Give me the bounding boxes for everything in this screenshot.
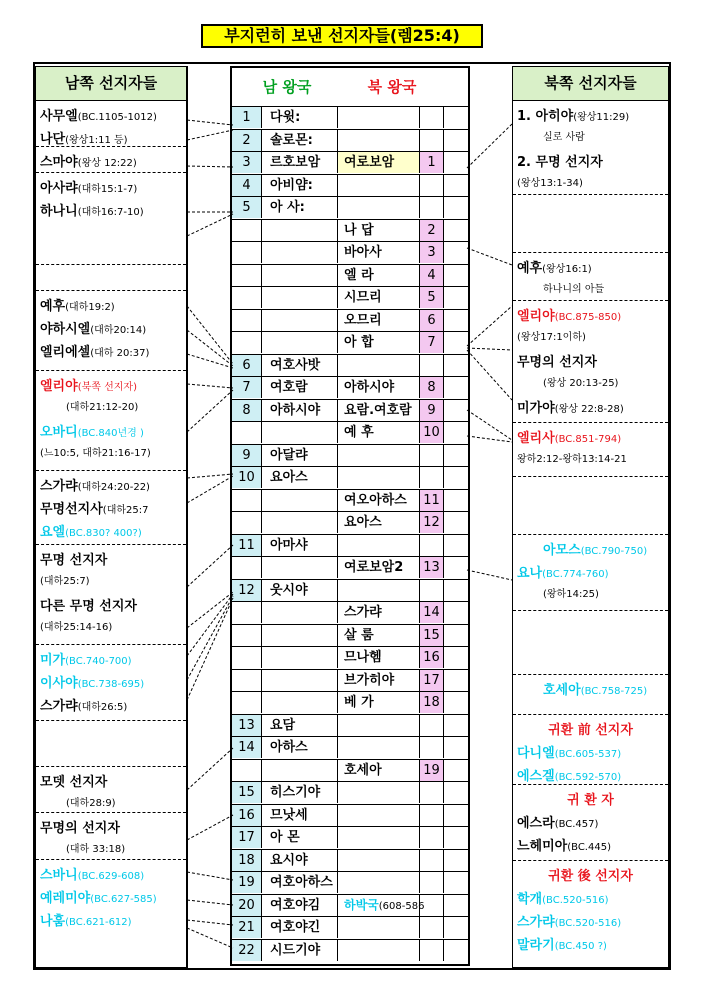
south-king-name: 솔로몬: [262,130,338,151]
north-king-name: 예 후 [338,422,420,443]
south-king-name: 아마샤 [262,535,338,556]
north-king-name: 요람.여호람 [338,400,420,421]
north-king-name: 스가랴 [338,602,420,623]
prophet-name: 스바니 [40,868,78,883]
prophet-name: 엘리야 [517,309,555,324]
south-king-number: 5 [232,197,262,218]
prophet-note: (대하 20:37) [90,348,150,359]
south-king-number: 14 [232,737,262,758]
prophet-name: 미가야 [517,401,555,416]
prophet-name: 스가랴 [40,479,78,494]
prophet-name: 느헤미아 [517,839,568,854]
prophet-name: 무명 선지자 [40,553,108,568]
prophet-note: (대하28:9) [66,798,116,809]
prophet-name: 스가랴 [517,915,555,930]
prophet-note: (느10:5, 대하21:16-17) [40,448,151,459]
north-king-name: 살 룸 [338,625,420,646]
north-king-number: 6 [420,310,444,331]
prophet-name: 모뎃 선지자 [40,775,108,790]
south-king-name: 요아스 [262,467,338,488]
north-king-name: 브가히야 [338,670,420,691]
prophet-name: 스마야 [40,155,78,170]
south-king-number: 2 [232,130,262,151]
prophet-note: (대하25:7) [40,576,90,587]
north-king-number: 4 [420,265,444,286]
prophet-name: 오바디 [40,425,78,440]
prophet-note: (대하21:12-20) [66,402,139,413]
prophet-name: 다니엘 [517,746,555,761]
north-king-name: 여로보암 [338,152,420,173]
prophet-note: (BC.774-760) [542,569,609,580]
north-king-name: 여오아하스 [338,490,420,511]
prophet-note: (BC.520-516) [554,918,622,929]
south-king-number: 16 [232,805,262,826]
prophet-note: (왕상 22:8-28) [554,404,624,415]
prophet-note: (BC.875-850) [554,312,622,323]
south-king-name: 므낫세 [262,805,338,826]
prophet-note: (왕상1:11 등) [65,135,128,146]
prophet-name: 엘리사 [517,431,555,446]
south-king-name: 히스기야 [262,782,338,803]
prophet-name: 사무엘 [40,109,78,124]
prophet-name: 예후 [40,299,66,314]
prophet-note: (대하 33:18) [66,844,126,855]
south-king-number: 21 [232,917,262,938]
north-king-number: 13 [420,557,444,578]
prophet-name: 엘리에셀 [40,345,91,360]
prophet-name: 미가 [40,653,66,668]
prophet-note: (BC.830? 400?) [65,528,142,539]
prophet-note: (BC.790-750) [580,546,648,557]
north-king-number: 16 [420,647,444,668]
prophet-note: (왕상 20:13-25) [543,378,619,389]
page-title: 부지런히 보낸 선지자들(렘25:4) [201,24,483,48]
prophet-note: (대하25:7 [102,505,149,516]
prophet-note: (BC.740-700) [65,656,132,667]
south-king-number: 15 [232,782,262,803]
south-king-number: 17 [232,827,262,848]
prophet-note: (왕상16:1) [542,264,592,275]
south-king-number: 12 [232,580,262,601]
north-king-name: 아하시야 [338,377,420,398]
prophet-note: (왕상11:29) [573,112,630,123]
prophet-name: 하나니 [40,204,78,219]
north-king-name: 므나헴 [338,647,420,668]
south-king-number: 9 [232,445,262,466]
prophet-note: (BC.627-585) [90,894,157,905]
prophet-name: 2. 무명 선지자 [517,155,603,170]
north-king-number: 15 [420,625,444,646]
prophet-note: (BC.629-608) [77,871,145,882]
prophet-note: (BC.450 ?) [554,941,607,952]
north-king-number: 3 [420,242,444,263]
north-king-number: 17 [420,670,444,691]
prophet-note: (BC.758-725) [580,686,648,697]
north-kingdom-header: 북 왕국 [367,78,417,96]
prophet-name: 다른 무명 선지자 [40,599,137,614]
prophet-name: 1. 아히야 [517,109,574,124]
south-king-number: 7 [232,377,262,398]
north-king-number: 7 [420,332,444,353]
prophet-note: (북쪽 선지자) [77,382,137,393]
north-king-number: 12 [420,512,444,533]
prophet-name: 아모스 [543,543,581,558]
south-king-number: 19 [232,872,262,893]
prophet-note: (대하26:5) [77,702,128,713]
south-king-number: 22 [232,940,262,961]
south-king-number: 13 [232,715,262,736]
prophet-name: 스가랴 [40,699,78,714]
prophet-name: 에스라 [517,816,555,831]
south-king-number: 18 [232,850,262,871]
group-label: 귀환 後 선지자 [548,869,633,884]
prophet-name: 예후 [517,261,543,276]
south-king-name: 요담 [262,715,338,736]
prophet-note: (대하20:14) [90,325,147,336]
prophet-name: 요엘 [40,525,66,540]
south-king-number: 1 [232,107,262,128]
prophet-note: (왕상 12:22) [77,158,137,169]
prophet-note: (대하24:20-22) [77,482,150,493]
north-king-number: 14 [420,602,444,623]
prophet-name: 야하시엘 [40,322,91,337]
prophet-note: (BC.738-695) [77,679,145,690]
prophet-note: (BC.520-516) [542,895,609,906]
group-label: 귀환 前 선지자 [548,723,633,738]
south-king-name: 여호사밧 [262,355,338,376]
prophet-name: 나훔 [40,914,66,929]
south-king-name: 아달랴 [262,445,338,466]
prophet-name: 학개 [517,892,543,907]
south-king-name: 아 사: [262,197,338,218]
prophet-note: (BC.840년경 ) [77,428,144,439]
prophet-note: 실로 사람 [543,132,585,143]
prophet-note: (BC.621-612) [65,917,132,928]
prophet-name: 에스겔 [517,769,555,784]
north-king-name: 바아사 [338,242,420,263]
prophet-note: 왕하2:12-왕하13:14-21 [517,454,627,465]
south-king-number: 3 [232,152,262,173]
north-king-number: 1 [420,152,444,173]
prophet-note: (대하19:2) [65,302,115,313]
south-king-name: 아비얌: [262,175,338,196]
prophet-name: 무명의 선지자 [40,821,120,836]
south-king-name: 여호야김 [262,895,338,916]
south-king-name: 여호람 [262,377,338,398]
south-king-name: 다윗: [262,107,338,128]
south-king-number: 10 [232,467,262,488]
prophet-note: (대하25:14-16) [40,622,113,633]
prophet-name: 엘리야 [40,379,78,394]
north-king-name: 요아스 [338,512,420,533]
north-king-name: 호세아 [338,760,420,781]
north-king-name: 아 합 [338,332,420,353]
south-king-name: 웃시야 [262,580,338,601]
north-prophets-header: 북쪽 선지자들 [513,67,668,101]
south-king-number: 20 [232,895,262,916]
south-king-name: 아하시야 [262,400,338,421]
north-king-name: 베 가 [338,692,420,713]
south-king-number: 8 [232,400,262,421]
north-king-number: 8 [420,377,444,398]
prophet-note: (대하16:7-10) [77,207,144,218]
south-king-number: 6 [232,355,262,376]
prophet-note: (왕상17:1이하) [517,332,586,343]
north-king-name: 하박국(608-586 [338,895,420,916]
prophet-name: 예레미야 [40,891,91,906]
prophet-name: 호세아 [543,683,581,698]
south-king-number: 4 [232,175,262,196]
north-king-number: 10 [420,422,444,443]
south-king-name: 르호보암 [262,152,338,173]
north-king-name: 여로보암2 [338,557,420,578]
north-king-name: 나 답 [338,220,420,241]
prophet-note: (왕하14:25) [543,589,599,600]
prophet-name: 요나 [517,566,543,581]
south-prophets-header: 남쪽 선지자들 [36,67,186,101]
north-king-number: 19 [420,760,444,781]
prophet-note: (BC.457) [554,819,599,830]
south-king-name: 시드기야 [262,940,338,961]
prophet-note: (BC.851-794) [554,434,622,445]
prophet-name: 말라기 [517,938,555,953]
north-king-name: 오므리 [338,310,420,331]
prophet-note: (BC.1105-1012) [77,112,157,123]
south-king-name: 여호야긴 [262,917,338,938]
prophet-name: 무명의 선지자 [517,355,597,370]
prophet-name: 나단 [40,132,66,147]
north-king-number: 11 [420,490,444,511]
prophet-note: (BC.445) [567,842,611,853]
south-king-name: 요시야 [262,850,338,871]
south-kingdom-header: 남 왕국 [262,78,312,96]
north-king-number: 5 [420,287,444,308]
prophet-note: (대하15:1-7) [77,184,138,195]
south-king-number: 11 [232,535,262,556]
prophet-name: 이사야 [40,676,78,691]
prophet-note: (608-586 [378,900,425,912]
north-king-number: 9 [420,400,444,421]
prophet-note: 하나니의 아들 [543,284,605,295]
north-king-name: 엘 라 [338,265,420,286]
south-king-name: 아 몬 [262,827,338,848]
north-king-number: 18 [420,692,444,713]
prophet-name: 무명선지사 [40,502,103,517]
prophet-note: (BC.605-537) [554,749,622,760]
north-king-number: 2 [420,220,444,241]
group-label: 귀 환 자 [567,793,614,808]
prophet-note: (BC.592-570) [554,772,622,783]
north-king-name: 시므리 [338,287,420,308]
prophet-name: 아사랴 [40,181,78,196]
south-king-name: 여호아하스 [262,872,338,893]
prophet-note: (왕상13:1-34) [517,178,583,189]
south-king-name: 아하스 [262,737,338,758]
